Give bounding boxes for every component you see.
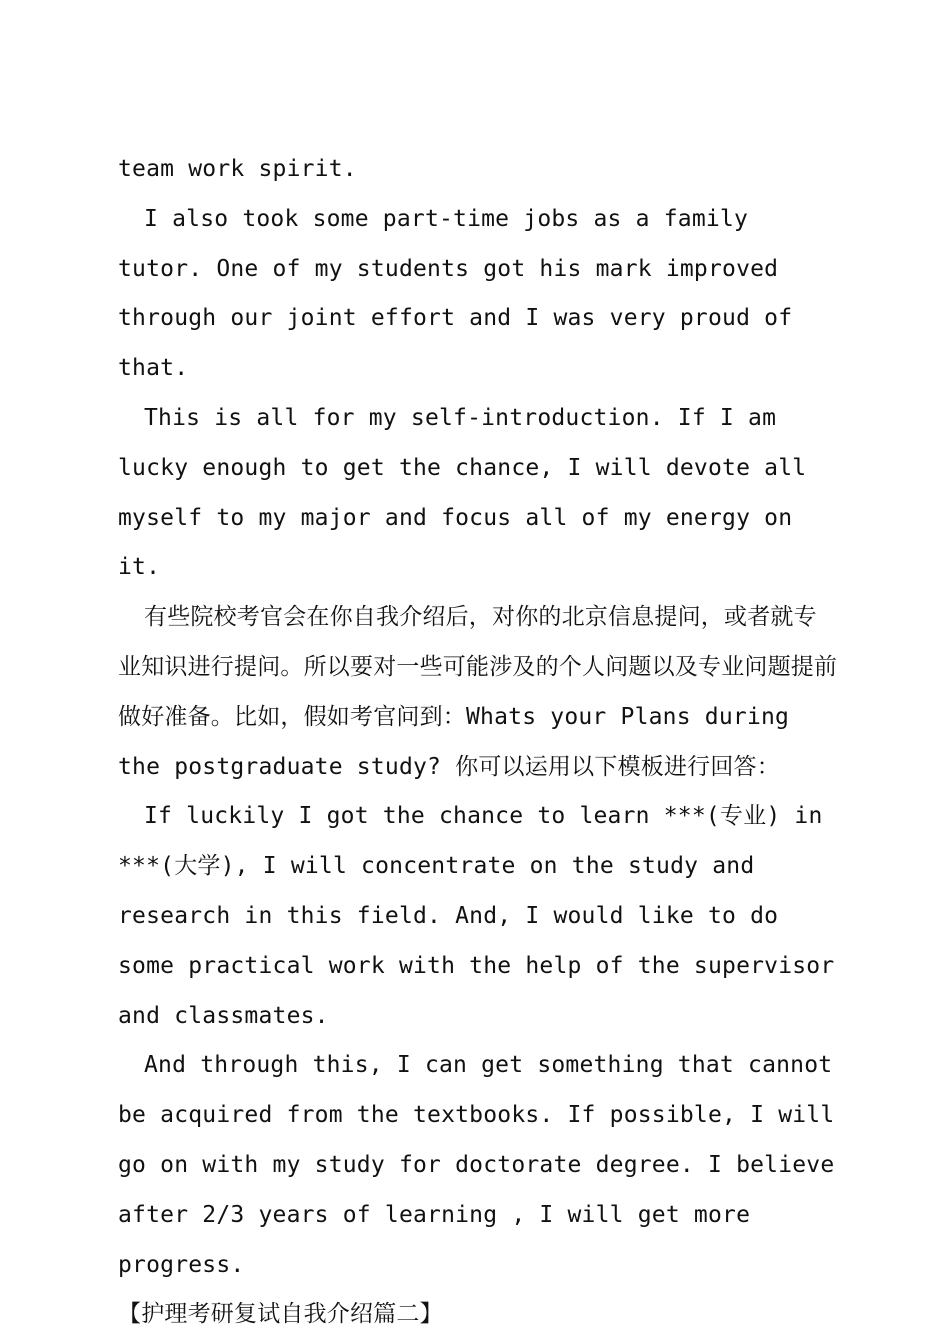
paragraph-continuation: team work spirit. <box>118 156 357 182</box>
document-body <box>118 145 838 1340</box>
paragraph-template-answer: If luckily I got the chance to learn ***(专业) in ***(大学), I will concentrate on the study and research in this field. And, I would like to do some practical work with the help of the supervisor and classmates. <box>118 803 835 1029</box>
paragraph-template-continued: And through this, I can get something that cannot be acquired from the textbooks. If possible, I will go on with my study for doctorate degree. I believe after 2/3 years of learning , I will get more progress. <box>118 1052 835 1278</box>
paragraph-part-time-jobs: I also took some part-time jobs as a family tutor. One of my students got his mark improved through our joint effort and I was very proud of that. <box>118 205 793 382</box>
section-heading: 【护理考研复试自我介绍篇二】 <box>118 1301 443 1328</box>
paragraph-interview-tip: 有些院校考官会在你自我介绍后，对你的北京信息提问，或者就专业知识进行提问。所以要对一些可能涉及的个人问题以及专业问题提前做好准备。比如，假如考官问到：Whats your Plans during the postgraduate study? 你可以运用以下模板进行回答： <box>118 604 838 780</box>
paragraph-closing: This is all for my self-introduction. If I am lucky enough to get the chance, I will devote all myself to my major and focus all of my energy on it. <box>118 404 807 581</box>
